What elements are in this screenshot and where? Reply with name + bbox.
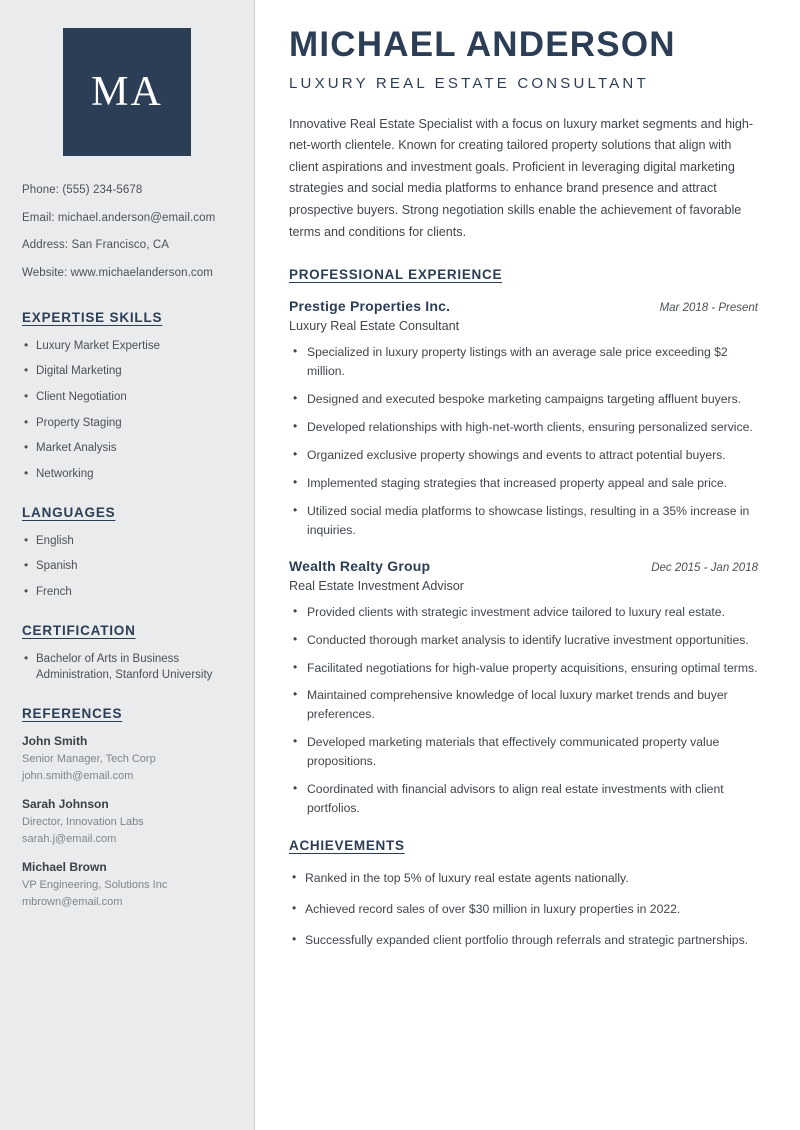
list-item: • Maintained comprehensive knowledge of local luxury market trends and buyer preferences. — [289, 686, 758, 724]
contact-list — [22, 182, 232, 282]
references-heading: REFERENCES — [22, 706, 123, 722]
list-item: • Achieved record sales of over $30 million in luxury properties in 2022. — [289, 900, 758, 919]
job-title-subheading: LUXURY REAL ESTATE CONSULTANT — [289, 74, 649, 92]
list-item: • Networking — [22, 466, 232, 483]
reference-email: mbrown@email.com — [22, 895, 123, 908]
list-item: • Designed and executed bespoke marketing campaigns targeting affluent buyers. — [289, 390, 758, 409]
list-item: • Implemented staging strategies that increased property appeal and sale price. — [289, 474, 758, 493]
languages-heading: LANGUAGES — [22, 504, 116, 520]
list-item — [22, 734, 232, 784]
certification-section — [22, 623, 232, 684]
expertise-skills-section — [22, 310, 232, 483]
list-item: • Provided clients with strategic investment advice tailored to luxury real estate. — [289, 603, 758, 622]
role-title: Real Estate Investment Advisor — [289, 578, 464, 593]
list-item: • Ranked in the top 5% of luxury real estate agents nationally. — [289, 869, 758, 888]
reference-role: Senior Manager, Tech Corp — [22, 753, 156, 766]
achievements-heading: ACHIEVEMENTS — [289, 837, 405, 853]
experience-header — [289, 298, 758, 314]
contact-address: Address: San Francisco, CA — [22, 239, 170, 252]
reference-email: john.smith@email.com — [22, 769, 134, 782]
employment-dates: Dec 2015 - Jan 2018 — [651, 561, 758, 574]
list-item: • Developed marketing materials that effectively communicated property value propositions. — [289, 733, 758, 771]
list-item: • Bachelor of Arts in Business Administration, Stanford University — [22, 651, 232, 684]
profile-summary: Innovative Real Estate Specialist with a focus on luxury market segments and high-net-worth clientele. Known for creating tailored property solutions that align with client aspirations and investment goals. Proficient in leveraging digital marketing strategies and social media platforms to enhance brand presence and attract prospective buyers. Strong negotiation skills enable the achievement of favorable terms and conditions for clients. — [289, 116, 754, 239]
reference-role: Director, Innovation Labs — [22, 816, 144, 829]
list-item: • Luxury Market Expertise — [22, 338, 232, 355]
reference-name: Michael Brown — [22, 860, 107, 875]
list-item: • English — [22, 533, 232, 550]
reference-email: sarah.j@email.com — [22, 832, 117, 845]
reference-name: John Smith — [22, 734, 88, 749]
sidebar — [0, 0, 255, 1130]
achievements-section — [289, 838, 758, 950]
contact-email: Email: michael.anderson@email.com — [22, 211, 216, 224]
list-item: • Spanish — [22, 558, 232, 575]
expertise-skills-heading: EXPERTISE SKILLS — [22, 309, 163, 325]
list-item: • Coordinated with financial advisors to align real estate investments with client portfolios. — [289, 780, 758, 818]
role-title: Luxury Real Estate Consultant — [289, 319, 460, 334]
list-item: • Market Analysis — [22, 440, 232, 457]
page-title: MICHAEL ANDERSON — [289, 25, 676, 64]
experience-entry — [289, 558, 758, 818]
list-item: • Conducted thorough market analysis to identify lucrative investment opportunities. — [289, 631, 758, 650]
list-item — [22, 860, 232, 910]
reference-role: VP Engineering, Solutions Inc — [22, 879, 168, 892]
list-item: • Successfully expanded client portfolio through referrals and strategic partnerships. — [289, 931, 758, 950]
main-content — [255, 0, 800, 1130]
list-item: • Digital Marketing — [22, 363, 232, 380]
languages-section — [22, 505, 232, 601]
certification-heading: CERTIFICATION — [22, 622, 136, 638]
references-section — [22, 706, 232, 910]
experience-entry — [289, 298, 758, 539]
professional-experience-heading: PROFESSIONAL EXPERIENCE — [289, 267, 503, 283]
list-item: • Organized exclusive property showings and events to attract potential buyers. — [289, 446, 758, 465]
list-item: • Specialized in luxury property listings with an average sale price exceeding $2 million. — [289, 343, 758, 381]
company-name: Prestige Properties Inc. — [289, 298, 451, 315]
contact-phone: Phone: (555) 234-5678 — [22, 184, 143, 196]
list-item: • Developed relationships with high-net-worth clients, ensuring personalized service. — [289, 418, 758, 437]
experience-header — [289, 558, 758, 574]
reference-name: Sarah Johnson — [22, 797, 109, 812]
list-item: • French — [22, 584, 232, 601]
employment-dates: Mar 2018 - Present — [659, 302, 758, 315]
monogram-initials: MA — [63, 28, 191, 156]
contact-website: Website: www.michaelanderson.com — [22, 267, 213, 280]
list-item: • Facilitated negotiations for high-value property acquisitions, ensuring optimal terms. — [289, 659, 758, 678]
list-item: • Client Negotiation — [22, 389, 232, 406]
company-name: Wealth Realty Group — [289, 557, 431, 574]
monogram-wrap — [22, 28, 232, 156]
list-item — [22, 797, 232, 847]
list-item: • Property Staging — [22, 415, 232, 432]
list-item: • Utilized social media platforms to showcase listings, resulting in a 35% increase in inquiries. — [289, 502, 758, 540]
